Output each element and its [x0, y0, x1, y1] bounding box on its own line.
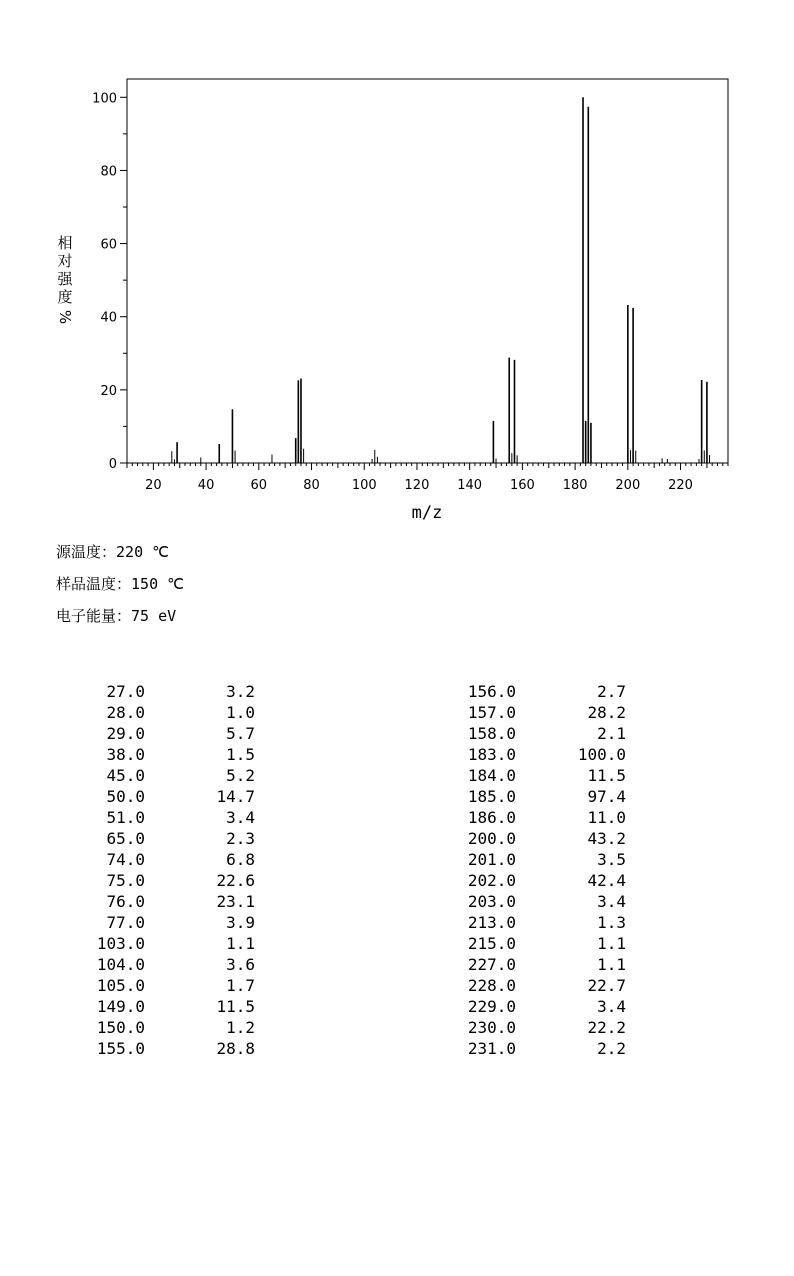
- peak-table-row: [371, 703, 671, 724]
- peak-mz: 229.0: [467, 997, 516, 1016]
- peak-abundance: 28.8: [216, 1039, 255, 1058]
- peak-abundance: 11.5: [587, 766, 626, 785]
- peak-table-row: [0, 682, 300, 703]
- peak-abundance: 3.4: [597, 997, 626, 1016]
- peak-abundance: 3.4: [597, 892, 626, 911]
- y-axis-label-text: 相对强度: [57, 234, 73, 306]
- peak-table-row: [371, 997, 671, 1018]
- peak-abundance: 28.2: [587, 703, 626, 722]
- x-axis: [127, 463, 728, 493]
- peak-abundance: 22.2: [587, 1018, 626, 1037]
- peak-abundance: 5.2: [226, 766, 255, 785]
- x-tick-label: 180: [562, 478, 588, 493]
- peak-mz: 149.0: [96, 997, 145, 1016]
- peak-mz: 74.0: [106, 850, 145, 869]
- peak-table-row: [371, 745, 671, 766]
- peak-abundance: 5.7: [226, 724, 255, 743]
- y-tick-label: 80: [100, 164, 117, 180]
- peak-abundance: 3.2: [226, 682, 255, 701]
- peak-table-row: [371, 682, 671, 703]
- peak-mz: 155.0: [96, 1039, 145, 1058]
- peak-abundance: 1.1: [597, 955, 626, 974]
- peak-mz: 186.0: [467, 808, 516, 827]
- peak-table-row: [371, 1018, 671, 1039]
- peak-abundance: 23.1: [216, 892, 255, 911]
- x-tick-label: 100: [351, 478, 377, 493]
- y-axis: [92, 91, 127, 472]
- peak-table-left: [0, 682, 300, 1060]
- peak-table-row: [0, 955, 300, 976]
- peak-mz: 50.0: [106, 787, 145, 806]
- x-tick-label: 220: [668, 478, 693, 493]
- mass-spectrum-chart: [0, 0, 794, 530]
- peak-mz: 28.0: [106, 703, 145, 722]
- peak-table-row: [371, 892, 671, 913]
- peak-table-row: [0, 871, 300, 892]
- peak-abundance: 97.4: [587, 787, 626, 806]
- peak-abundance: 1.7: [226, 976, 255, 995]
- peak-table-row: [0, 745, 300, 766]
- peak-mz: 105.0: [96, 976, 145, 995]
- peak-mz: 76.0: [106, 892, 145, 911]
- peak-mz: 183.0: [467, 745, 516, 764]
- peak-mz: 227.0: [467, 955, 516, 974]
- peak-abundance: 3.5: [597, 850, 626, 869]
- peak-mz: 215.0: [467, 934, 516, 953]
- peak-table-row: [0, 850, 300, 871]
- peak-table-row: [0, 1039, 300, 1060]
- peak-abundance: 1.1: [597, 934, 626, 953]
- x-tick-label: 160: [509, 478, 535, 493]
- peak-mz: 157.0: [467, 703, 516, 722]
- x-tick-label: 40: [197, 478, 215, 493]
- peak-abundance: 100.0: [577, 745, 626, 764]
- peak-mz: 158.0: [467, 724, 516, 743]
- peak-mz: 150.0: [96, 1018, 145, 1037]
- peak-mz: 27.0: [106, 682, 145, 701]
- peak-mz: 65.0: [106, 829, 145, 848]
- peak-table-row: [371, 934, 671, 955]
- peak-abundance: 43.2: [587, 829, 626, 848]
- peak-table-row: [371, 787, 671, 808]
- peak-table-row: [0, 997, 300, 1018]
- peak-table-row: [0, 787, 300, 808]
- peak-table-row: [371, 955, 671, 976]
- peak-abundance: 22.6: [216, 871, 255, 890]
- x-axis-label: m/z: [411, 503, 443, 523]
- peak-abundance: 2.1: [597, 724, 626, 743]
- peak-abundance: 1.5: [226, 745, 255, 764]
- peak-abundance: 2.2: [597, 1039, 626, 1058]
- peak-mz: 184.0: [467, 766, 516, 785]
- peak-abundance: 1.0: [226, 703, 255, 722]
- peak-mz: 203.0: [467, 892, 516, 911]
- y-tick-label: 20: [100, 383, 117, 399]
- peak-abundance: 1.2: [226, 1018, 255, 1037]
- peak-table-row: [371, 850, 671, 871]
- peak-mz: 201.0: [467, 850, 516, 869]
- peak-mz: 202.0: [467, 871, 516, 890]
- peak-table-row: [0, 766, 300, 787]
- x-tick-label: 120: [404, 478, 430, 493]
- x-tick-label: 140: [457, 478, 483, 493]
- peak-abundance: 11.0: [587, 808, 626, 827]
- x-tick-label: 20: [145, 478, 162, 493]
- peak-abundance: 6.8: [226, 850, 255, 869]
- y-tick-label: 0: [108, 457, 117, 472]
- peak-abundance: 22.7: [587, 976, 626, 995]
- peak-mz: 228.0: [467, 976, 516, 995]
- peak-mz: 200.0: [467, 829, 516, 848]
- y-axis-label: [55, 234, 75, 326]
- y-tick-label: 40: [100, 310, 117, 326]
- peak-table-row: [0, 829, 300, 850]
- y-tick-label: 100: [92, 91, 117, 107]
- x-tick-label: 80: [303, 478, 320, 493]
- peak-table-row: [371, 808, 671, 829]
- peak-abundance: 3.9: [226, 913, 255, 932]
- peak-table-row: [0, 976, 300, 997]
- peak-mz: 77.0: [106, 913, 145, 932]
- peak-table-row: [371, 1039, 671, 1060]
- peak-table-row: [0, 724, 300, 745]
- peak-abundance: 3.4: [226, 808, 255, 827]
- plot-frame: [127, 79, 728, 463]
- peak-table-row: [0, 892, 300, 913]
- y-tick-label: 60: [100, 237, 117, 253]
- peak-table-row: [371, 976, 671, 997]
- peak-mz: 104.0: [96, 955, 145, 974]
- x-tick-label: 60: [250, 478, 268, 493]
- peak-mz: 231.0: [467, 1039, 516, 1058]
- condition-source-temp: 源温度：220 ℃: [56, 543, 169, 561]
- peak-table-row: [371, 871, 671, 892]
- peak-mz: 103.0: [96, 934, 145, 953]
- peak-abundance: 3.6: [226, 955, 255, 974]
- peak-table-row: [0, 934, 300, 955]
- peak-table-row: [0, 808, 300, 829]
- peak-table-row: [0, 703, 300, 724]
- x-tick-label: 200: [615, 478, 641, 493]
- peak-table-row: [371, 829, 671, 850]
- peak-abundance: 42.4: [587, 871, 626, 890]
- peak-abundance: 1.3: [597, 913, 626, 932]
- peak-table-row: [371, 724, 671, 745]
- peak-mz: 230.0: [467, 1018, 516, 1037]
- y-axis-label-unit: %: [56, 309, 74, 325]
- peak-mz: 75.0: [106, 871, 145, 890]
- peak-table-row: [371, 766, 671, 787]
- peak-abundance: 1.1: [226, 934, 255, 953]
- peak-mz: 156.0: [467, 682, 516, 701]
- peak-abundance: 2.3: [226, 829, 255, 848]
- peak-mz: 29.0: [106, 724, 145, 743]
- peak-mz: 38.0: [106, 745, 145, 764]
- peak-table-right: [371, 682, 671, 1060]
- condition-electron-energy: 电子能量：75 eV: [56, 607, 177, 625]
- peak-mz: 51.0: [106, 808, 145, 827]
- peak-abundance: 11.5: [216, 997, 255, 1016]
- peak-mz: 213.0: [467, 913, 516, 932]
- peak-table-row: [371, 913, 671, 934]
- peak-table-row: [0, 913, 300, 934]
- peak-mz: 45.0: [106, 766, 145, 785]
- spectrum-peaks: [172, 97, 710, 463]
- peak-table-row: [0, 1018, 300, 1039]
- peak-mz: 185.0: [467, 787, 516, 806]
- peak-abundance: 14.7: [216, 787, 255, 806]
- condition-sample-temp: 样品温度：150 ℃: [56, 575, 184, 593]
- peak-abundance: 2.7: [597, 682, 626, 701]
